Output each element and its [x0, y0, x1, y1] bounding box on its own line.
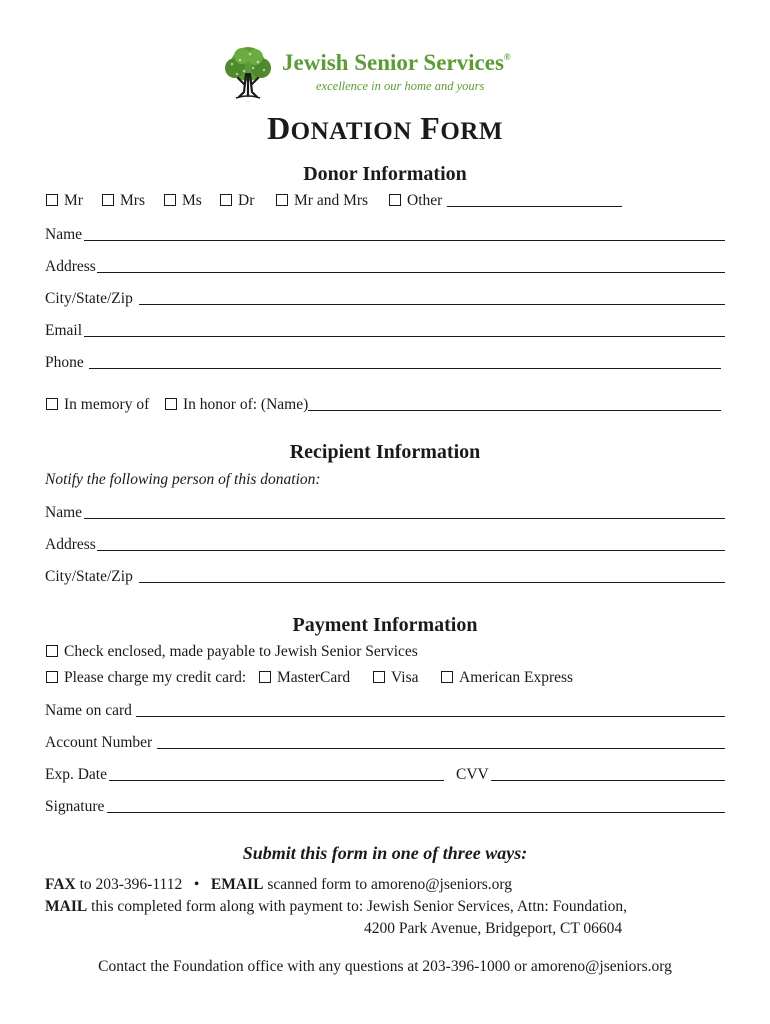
donor-name-label: Name [45, 226, 83, 243]
other-salutation-line[interactable] [447, 206, 622, 207]
in-memory-label: In memory of [64, 396, 150, 413]
donor-heading: Donor Information [303, 163, 467, 185]
salutation-dr[interactable] [220, 192, 254, 210]
signature-line[interactable] [107, 812, 725, 813]
donor-name-line[interactable] [84, 240, 725, 241]
tree-icon [222, 44, 274, 100]
check-enclosed-option[interactable] [46, 643, 418, 661]
account-number-label: Account Number [45, 734, 153, 751]
name-on-card-line[interactable] [136, 716, 725, 717]
checkbox[interactable] [276, 194, 288, 206]
credit-card-label: Please charge my credit card: [64, 669, 247, 686]
check-enclosed-label: Check enclosed, made payable to Jewish Senior Services [64, 643, 418, 660]
contact-info: Contact the Foundation office with any questions at 203-396-1000 or amoreno@jseniors.org [98, 958, 672, 975]
card-label: Visa [391, 669, 419, 686]
checkbox[interactable] [46, 671, 58, 683]
honoree-line[interactable] [308, 410, 721, 411]
in-honor-label: In honor of: (Name) [183, 396, 309, 413]
card-label: MasterCard [277, 669, 351, 686]
mail-address: 4200 Park Avenue, Bridgeport, CT 06604 [364, 920, 623, 937]
donor-phone-line[interactable] [89, 368, 721, 369]
salutation-label: Mr and Mrs [294, 192, 369, 209]
logo [222, 44, 274, 100]
card-mastercard[interactable] [259, 669, 350, 687]
recipient-address-line[interactable] [97, 550, 725, 551]
cvv-label: CVV [456, 766, 489, 783]
org-name: Jewish Senior Services® [282, 50, 511, 75]
in-honor-option[interactable] [165, 396, 308, 414]
donor-address-line[interactable] [97, 272, 725, 273]
recipient-address-label: Address [45, 536, 96, 553]
salutation-mr[interactable] [46, 192, 83, 210]
checkbox[interactable] [165, 398, 177, 410]
donor-address-label: Address [45, 258, 96, 275]
salutation-mr-and-mrs[interactable] [276, 192, 368, 210]
salutation-label: Dr [238, 192, 255, 209]
name-on-card-label: Name on card [45, 702, 132, 719]
salutation-label: Other [407, 192, 443, 209]
payment-heading: Payment Information [292, 614, 478, 636]
checkbox[interactable] [46, 645, 58, 657]
submit-heading: Submit this form in one of three ways: [242, 843, 528, 863]
donor-city-label: City/State/Zip [45, 290, 133, 307]
org-tagline: excellence in our home and yours [316, 79, 485, 93]
in-memory-option[interactable] [46, 396, 149, 414]
page-title: DONATION FORM [267, 110, 503, 146]
card-visa[interactable] [373, 669, 418, 687]
salutation-label: Mrs [120, 192, 145, 209]
checkbox[interactable] [259, 671, 271, 683]
recipient-name-label: Name [45, 504, 83, 521]
checkbox[interactable] [102, 194, 114, 206]
exp-date-label: Exp. Date [45, 766, 107, 783]
fax-email-line: FAX to 203-396-1112 • EMAIL scanned form to amoreno@jseniors.org [45, 876, 513, 893]
account-number-line[interactable] [157, 748, 725, 749]
donor-phone-label: Phone [45, 354, 84, 371]
checkbox[interactable] [164, 194, 176, 206]
checkbox[interactable] [373, 671, 385, 683]
checkbox[interactable] [389, 194, 401, 206]
checkbox[interactable] [46, 194, 58, 206]
donor-city-line[interactable] [139, 304, 725, 305]
card-amex[interactable] [441, 669, 573, 687]
salutation-other[interactable] [389, 192, 442, 210]
recipient-name-line[interactable] [84, 518, 725, 519]
salutation-mrs[interactable] [102, 192, 145, 210]
recipient-note: Notify the following person of this donation: [45, 471, 321, 488]
mail-line: MAIL this completed form along with payment to: Jewish Senior Services, Attn: Foundation, [45, 898, 628, 915]
credit-card-option[interactable] [46, 669, 246, 687]
salutation-label: Mr [64, 192, 83, 209]
checkbox[interactable] [441, 671, 453, 683]
checkbox[interactable] [220, 194, 232, 206]
donor-email-label: Email [45, 322, 83, 339]
donor-email-line[interactable] [84, 336, 725, 337]
recipient-heading: Recipient Information [289, 441, 481, 463]
card-label: American Express [459, 669, 574, 686]
exp-date-line[interactable] [109, 780, 444, 781]
recipient-city-line[interactable] [139, 582, 725, 583]
cvv-line[interactable] [491, 780, 725, 781]
salutation-label: Ms [182, 192, 202, 209]
salutation-ms[interactable] [164, 192, 202, 210]
signature-label: Signature [45, 798, 105, 815]
checkbox[interactable] [46, 398, 58, 410]
recipient-city-label: City/State/Zip [45, 568, 133, 585]
